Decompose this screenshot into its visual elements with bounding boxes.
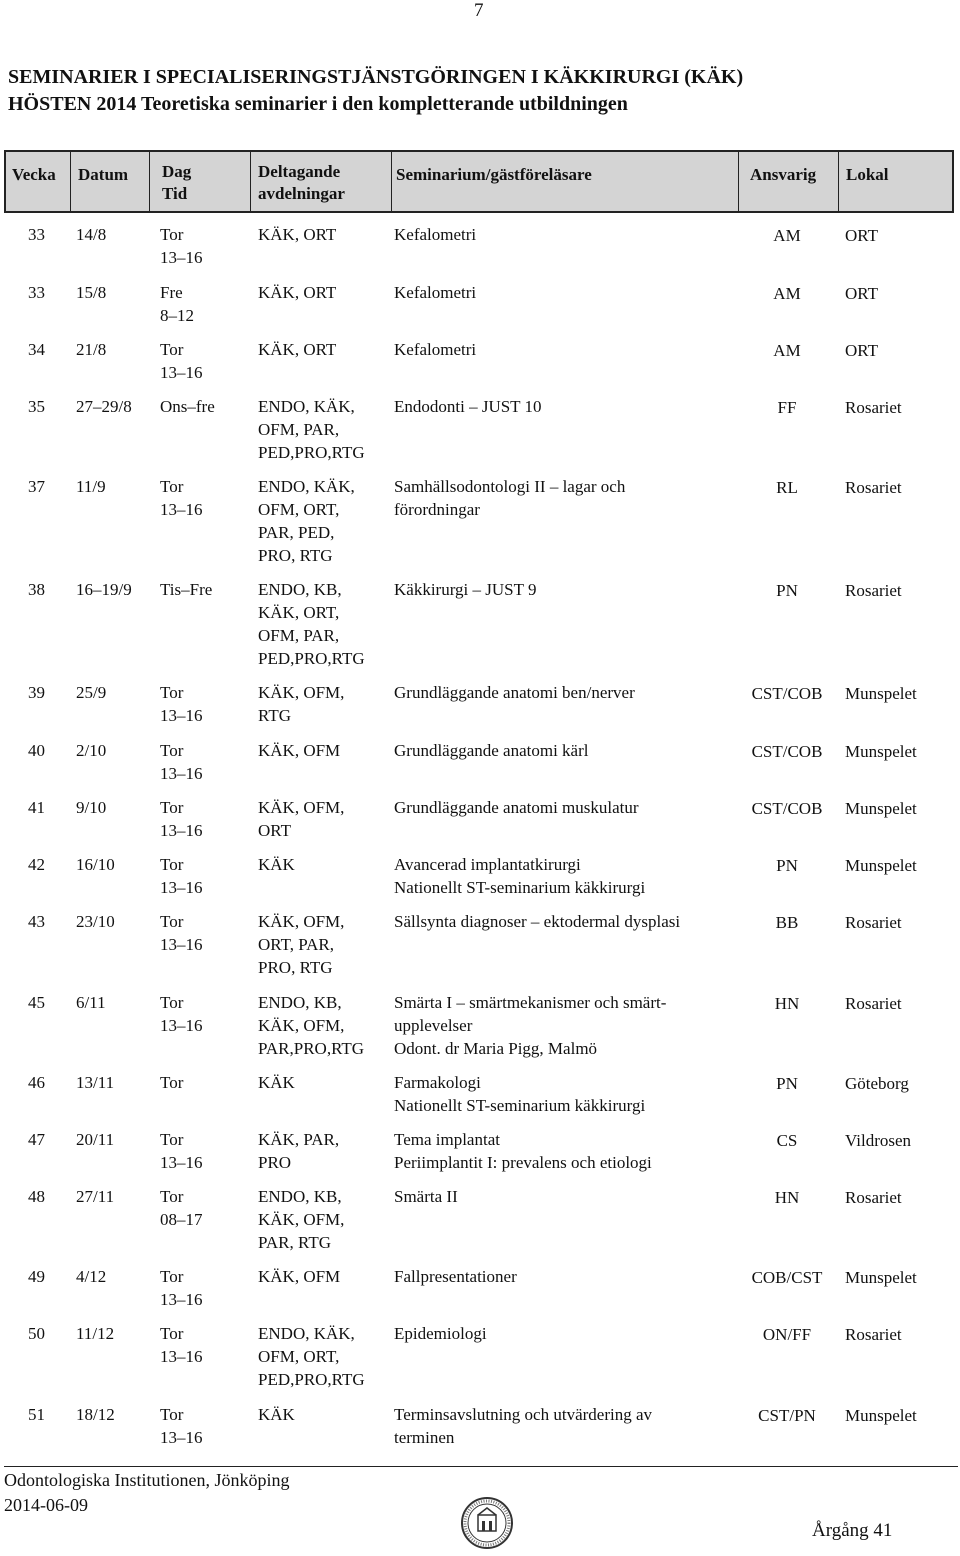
- day-cell: Tis–Fre: [160, 580, 213, 599]
- departments-cell: KÄK: [258, 1073, 295, 1092]
- seminar-cell: Smärta II: [394, 1187, 458, 1206]
- departments-cell: ENDO, KÄK, OFM, ORT, PED,PRO,RTG: [258, 1324, 365, 1389]
- seminar-cell: Smärta I – smärtmekanismer och smärt- upplevelser Odont. dr Maria Pigg, Malmö: [394, 993, 667, 1058]
- seminar-cell: Kefalometri: [394, 283, 477, 302]
- seminar-cell: Terminsavslutning och utvärdering av terminen: [394, 1405, 652, 1447]
- week-cell: 37: [28, 477, 45, 496]
- day-cell: Tor 13–16: [160, 340, 203, 382]
- date-cell: 16–19/9: [76, 580, 132, 599]
- location-cell: ORT: [845, 226, 878, 245]
- header-location: Lokal: [846, 165, 889, 184]
- responsible-cell: CST/COB: [751, 742, 823, 761]
- date-cell: 4/12: [76, 1267, 107, 1286]
- departments-cell: KÄK, OFM: [258, 1267, 341, 1286]
- date-cell: 27–29/8: [76, 397, 132, 416]
- day-cell: Tor 13–16: [160, 683, 203, 725]
- day-cell: Tor 13–16: [160, 855, 203, 897]
- location-cell: ORT: [845, 284, 878, 303]
- week-cell: 45: [28, 993, 45, 1012]
- responsible-cell: FF: [777, 398, 797, 417]
- departments-cell: KÄK, OFM: [258, 741, 341, 760]
- header-seminar: Seminarium/gästföreläsare: [396, 165, 592, 184]
- departments-cell: KÄK, ORT: [258, 225, 337, 244]
- header-divider: [738, 152, 739, 211]
- seminar-cell: Grundläggande anatomi ben/nerver: [394, 683, 635, 702]
- departments-cell: KÄK, ORT: [258, 283, 337, 302]
- location-cell: Rosariet: [845, 398, 902, 417]
- date-cell: 23/10: [76, 912, 115, 931]
- location-cell: Munspelet: [845, 1268, 917, 1287]
- table-header: [4, 150, 954, 213]
- header-date: Datum: [78, 165, 129, 184]
- location-cell: Munspelet: [845, 684, 917, 703]
- seminar-cell: Samhällsodontologi II – lagar och förordningar: [394, 477, 626, 519]
- departments-cell: ENDO, KB, KÄK, ORT, OFM, PAR, PED,PRO,RTG: [258, 580, 365, 668]
- page-number: 7: [474, 0, 484, 21]
- seminar-cell: Käkkirurgi – JUST 9: [394, 580, 537, 599]
- footer-institution: Odontologiska Institutionen, Jönköping: [4, 1470, 290, 1490]
- responsible-cell: AM: [773, 226, 801, 245]
- date-cell: 9/10: [76, 798, 107, 817]
- seminar-cell: Endodonti – JUST 10: [394, 397, 542, 416]
- seminar-cell: Grundläggande anatomi muskulatur: [394, 798, 639, 817]
- seminar-cell: Farmakologi Nationellt ST-seminarium käkkirurgi: [394, 1073, 646, 1115]
- departments-cell: ENDO, KÄK, OFM, PAR, PED,PRO,RTG: [258, 397, 365, 462]
- week-cell: 39: [28, 683, 45, 702]
- seminar-cell: Epidemiologi: [394, 1324, 487, 1343]
- responsible-cell: RL: [776, 478, 798, 497]
- date-cell: 15/8: [76, 283, 107, 302]
- day-cell: Tor 13–16: [160, 741, 203, 783]
- location-cell: ORT: [845, 341, 878, 360]
- week-cell: 40: [28, 741, 45, 760]
- departments-cell: ENDO, KB, KÄK, OFM, PAR, RTG: [258, 1187, 345, 1252]
- responsible-cell: CS: [776, 1131, 798, 1150]
- volume-label: Årgång 41: [812, 1520, 893, 1541]
- responsible-cell: PN: [776, 581, 798, 600]
- university-seal-icon: [461, 1497, 513, 1549]
- responsible-cell: HN: [774, 994, 800, 1013]
- seminar-cell: Sällsynta diagnoser – ektodermal dysplasi: [394, 912, 681, 931]
- seminar-cell: Tema implantat Periimplantit I: prevalens och etiologi: [394, 1130, 652, 1172]
- departments-cell: KÄK, PAR, PRO: [258, 1130, 340, 1172]
- date-cell: 16/10: [76, 855, 115, 874]
- day-cell: Tor 13–16: [160, 477, 203, 519]
- location-cell: Göteborg: [845, 1074, 909, 1093]
- date-cell: 11/9: [76, 477, 106, 496]
- header-day: Dag Tid: [162, 162, 192, 203]
- departments-cell: ENDO, KÄK, OFM, ORT, PAR, PED, PRO, RTG: [258, 477, 355, 565]
- week-cell: 50: [28, 1324, 45, 1343]
- week-cell: 38: [28, 580, 45, 599]
- header-divider: [149, 152, 150, 211]
- departments-cell: KÄK, ORT: [258, 340, 337, 359]
- week-cell: 43: [28, 912, 45, 931]
- seminar-cell: Grundläggande anatomi kärl: [394, 741, 589, 760]
- departments-cell: KÄK, OFM, RTG: [258, 683, 345, 725]
- day-cell: Tor 13–16: [160, 1130, 203, 1172]
- location-cell: Rosariet: [845, 994, 902, 1013]
- day-cell: Tor 13–16: [160, 225, 203, 267]
- date-cell: 6/11: [76, 993, 106, 1012]
- day-cell: Tor 13–16: [160, 1324, 203, 1366]
- header-departments: Deltagande avdelningar: [258, 162, 345, 203]
- location-cell: Munspelet: [845, 742, 917, 761]
- footer-date: 2014-06-09: [4, 1495, 88, 1515]
- week-cell: 33: [28, 225, 45, 244]
- day-cell: Fre 8–12: [160, 283, 194, 325]
- week-cell: 49: [28, 1267, 45, 1286]
- date-cell: 13/11: [76, 1073, 115, 1092]
- week-cell: 47: [28, 1130, 45, 1149]
- responsible-cell: CST/PN: [758, 1406, 816, 1425]
- location-cell: Munspelet: [845, 799, 917, 818]
- week-cell: 34: [28, 340, 45, 359]
- responsible-cell: PN: [776, 856, 798, 875]
- day-cell: Tor 13–16: [160, 1405, 203, 1447]
- seminar-cell: Kefalometri: [394, 225, 477, 244]
- header-divider: [838, 152, 839, 211]
- date-cell: 14/8: [76, 225, 107, 244]
- location-cell: Vildrosen: [845, 1131, 912, 1150]
- departments-cell: KÄK, OFM, ORT, PAR, PRO, RTG: [258, 912, 345, 977]
- responsible-cell: CST/COB: [751, 799, 823, 818]
- week-cell: 48: [28, 1187, 45, 1206]
- responsible-cell: PN: [776, 1074, 798, 1093]
- header-divider: [391, 152, 392, 211]
- seminar-cell: Fallpresentationer: [394, 1267, 517, 1286]
- date-cell: 21/8: [76, 340, 107, 359]
- week-cell: 51: [28, 1405, 45, 1424]
- week-cell: 41: [28, 798, 45, 817]
- day-cell: Tor 13–16: [160, 1267, 203, 1309]
- date-cell: 25/9: [76, 683, 107, 702]
- document-title: SEMINARIER I SPECIALISERINGSTJÄNSTGÖRINGEN I KÄKKIRURGI (KÄK): [8, 66, 744, 88]
- day-cell: Tor 13–16: [160, 993, 203, 1035]
- responsible-cell: AM: [773, 284, 801, 303]
- location-cell: Rosariet: [845, 478, 902, 497]
- responsible-cell: AM: [773, 341, 801, 360]
- departments-cell: ENDO, KB, KÄK, OFM, PAR,PRO,RTG: [258, 993, 365, 1058]
- responsible-cell: BB: [775, 913, 799, 932]
- week-cell: 42: [28, 855, 45, 874]
- responsible-cell: CST/COB: [751, 684, 823, 703]
- date-cell: 27/11: [76, 1187, 115, 1206]
- header-week: Vecka: [12, 165, 56, 184]
- location-cell: Munspelet: [845, 856, 917, 875]
- week-cell: 33: [28, 283, 45, 302]
- location-cell: Rosariet: [845, 1188, 902, 1207]
- location-cell: Munspelet: [845, 1406, 917, 1425]
- location-cell: Rosariet: [845, 1325, 902, 1344]
- departments-cell: KÄK, OFM, ORT: [258, 798, 345, 840]
- departments-cell: KÄK: [258, 855, 295, 874]
- date-cell: 11/12: [76, 1324, 115, 1343]
- location-cell: Rosariet: [845, 581, 902, 600]
- week-cell: 35: [28, 397, 45, 416]
- seminar-cell: Kefalometri: [394, 340, 477, 359]
- day-cell: Ons–fre: [160, 397, 215, 416]
- day-cell: Tor: [160, 1073, 184, 1092]
- day-cell: Tor 13–16: [160, 912, 203, 954]
- footer-divider: [4, 1466, 958, 1467]
- date-cell: 20/11: [76, 1130, 115, 1149]
- day-cell: Tor 13–16: [160, 798, 203, 840]
- day-cell: Tor 08–17: [160, 1187, 203, 1229]
- location-cell: Rosariet: [845, 913, 902, 932]
- header-divider: [70, 152, 71, 211]
- responsible-cell: HN: [774, 1188, 800, 1207]
- date-cell: 18/12: [76, 1405, 115, 1424]
- header-responsible: Ansvarig: [750, 165, 817, 184]
- date-cell: 2/10: [76, 741, 107, 760]
- week-cell: 46: [28, 1073, 45, 1092]
- seminar-cell: Avancerad implantatkirurgi Nationellt ST-seminarium käkkirurgi: [394, 855, 646, 897]
- departments-cell: KÄK: [258, 1405, 295, 1424]
- header-divider: [250, 152, 251, 211]
- document-subtitle: HÖSTEN 2014 Teoretiska seminarier i den kompletterande utbildningen: [8, 93, 628, 115]
- responsible-cell: ON/FF: [762, 1325, 812, 1344]
- responsible-cell: COB/CST: [751, 1268, 823, 1287]
